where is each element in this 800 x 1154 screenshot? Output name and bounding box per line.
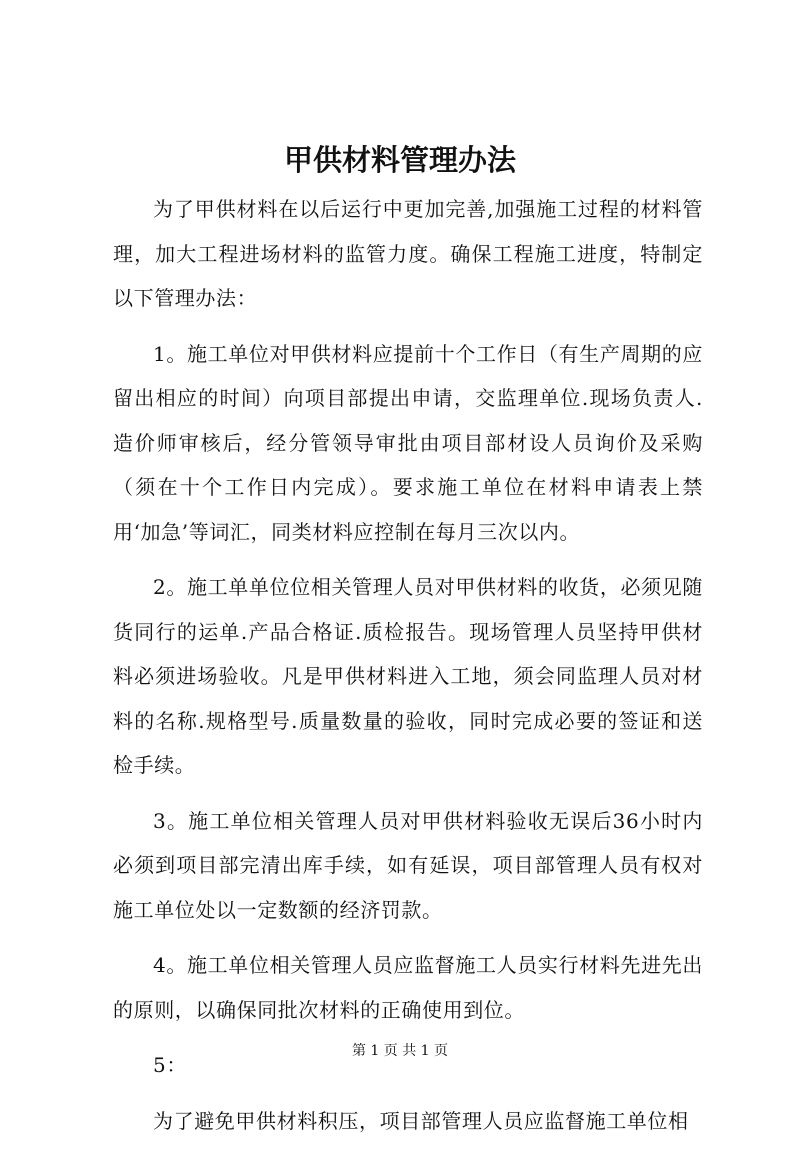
intro-paragraph: 为了甲供材料在以后运行中更加完善,加强施工过程的材料管理，加大工程进场材料的监管力度。确保工程施工进度，特制定以下管理办法： <box>113 197 703 310</box>
clause-3-paragraph: 3。施工单位相关管理人员对甲供材料验收无误后36小时内必须到项目部完清出库手续，如有延误，项目部管理人员有权对施工单位处以一定数额的经济罚款。 <box>113 808 703 922</box>
clause-5-paragraph: 为了避免甲供材料积压，项目部管理人员应监督施工单位相 <box>153 1108 689 1133</box>
clause-2-paragraph: 2。施工单单位位相关管理人员对甲供材料的收货，必须见随货同行的运单.产品合格证.质检报告。现场管理人员坚持甲供材料必须进场验收。凡是甲供材料进入工地，须会同监理人员对材料的名称.规格型号.质量数量的验收，同时完成必要的签证和送检手续。 <box>113 575 703 777</box>
clause-5-heading: 5： <box>153 1053 187 1077</box>
document-title: 甲供材料管理办法 <box>283 143 516 177</box>
document-body <box>113 187 703 1154</box>
clause-1-paragraph: 1。施工单位对甲供材料应提前十个工作日（有生产周期的应留出相应的时间）向项目部提出申请，交监理单位.现场负责人.造价师审核后，经分管领导审批由项目部材设人员询价及采购（须在十个工作日内完成）。要求施工单位在材料申请表上禁用‘加急’等词汇，同类材料应控制在每月三次以内。 <box>113 341 703 544</box>
clause-4-paragraph: 4。施工单位相关管理人员应监督施工人员实行材料先进先出的原则，以确保同批次材料的正确使用到位。 <box>113 953 703 1022</box>
page-footer: 第 1 页 共 1 页 <box>351 1043 449 1059</box>
